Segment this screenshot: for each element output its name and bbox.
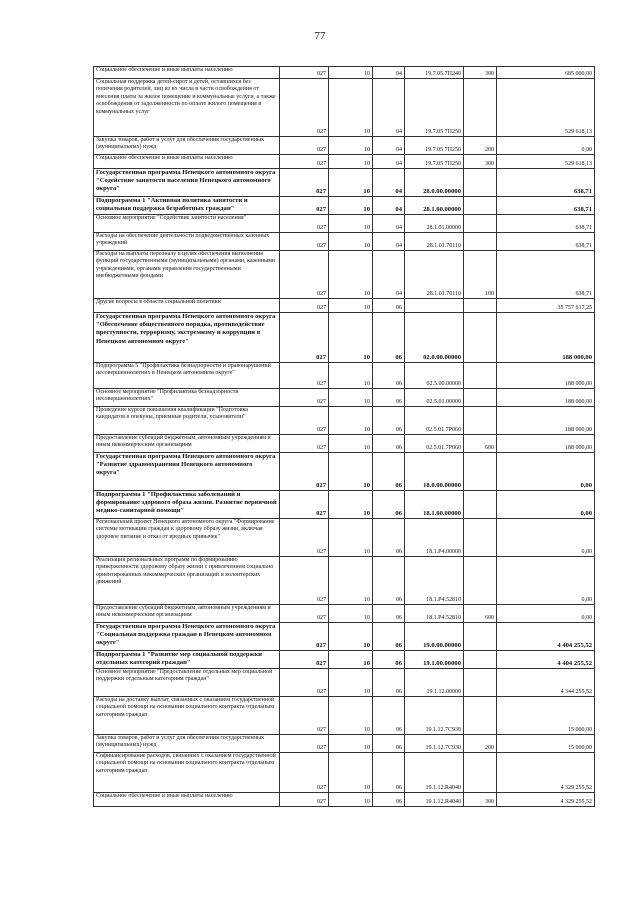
table-row: [94, 389, 595, 407]
amount: 638,71: [497, 169, 595, 197]
expense-type-code: [464, 557, 497, 605]
table-row: [94, 407, 595, 435]
row-name: Предоставление субсидий бюджетным, автономным учреждениям и иным некоммерческим организациям: [94, 435, 280, 453]
row-name: Региональный проект Ненецкого автономного округа "Формирование системы мотивации граждан к здоровому образу жизни, включая здоровое питание и отказ от вредных привычек": [94, 519, 280, 557]
amount: 638,71: [497, 197, 595, 215]
row-name: Подпрограмма 1 "Профилактика заболеваний и формирование здорового образа жизни. Развитие первичной медико-санитарной помощи": [94, 491, 280, 519]
amount: 0,00: [497, 137, 595, 155]
section-code: 10: [329, 793, 373, 807]
page-number: 77: [314, 30, 326, 42]
table-row: [94, 137, 595, 155]
section-code: 10: [329, 363, 373, 389]
table-row: [94, 67, 595, 79]
article-code: 02.5.01.7Р060: [405, 407, 464, 435]
row-name: Софинансирование расходов, связанных с оказанием государственной социальной помощи на основании социального контракта отдельным категориям граждан: [94, 753, 280, 793]
section-code: 10: [329, 669, 373, 697]
ministry-code: 027: [280, 137, 329, 155]
ministry-code: 027: [280, 697, 329, 735]
article-code: 18.1.Р4.00000: [405, 519, 464, 557]
row-name: Реализация региональных программ по формированию приверженности здоровому образу жизни с привлечением социально ориентированных некоммерческих организаций и волонтерских движений: [94, 557, 280, 605]
row-name: Проведение курсов повышения квалификации "Подготовка кандидатов в опекуны, приемные родители, усыновители": [94, 407, 280, 435]
section-code: 10: [329, 519, 373, 557]
subsection-code: 06: [373, 453, 405, 491]
amount: 529 618,13: [497, 79, 595, 137]
expense-type-code: [464, 753, 497, 793]
expense-type-code: [464, 407, 497, 435]
section-code: 10: [329, 67, 373, 79]
ministry-code: 027: [280, 407, 329, 435]
article-code: 28.1.00.00000: [405, 197, 464, 215]
ministry-code: 027: [280, 197, 329, 215]
amount: 188 000,00: [497, 389, 595, 407]
amount: 15 000,00: [497, 697, 595, 735]
amount: 4 329 255,52: [497, 753, 595, 793]
section-code: 10: [329, 299, 373, 313]
amount: 4 344 255,52: [497, 669, 595, 697]
table-row: [94, 557, 595, 605]
expense-type-code: [464, 169, 497, 197]
expense-type-code: 600: [464, 605, 497, 623]
section-code: 10: [329, 605, 373, 623]
row-name: Другие вопросы в области социальной политики: [94, 299, 280, 313]
row-name: Социальное обеспечение и иные выплаты населению: [94, 155, 280, 169]
section-code: 10: [329, 651, 373, 669]
section-code: 10: [329, 215, 373, 233]
subsection-code: 06: [373, 651, 405, 669]
table-row: [94, 313, 595, 363]
table-row: [94, 79, 595, 137]
expense-type-code: 300: [464, 67, 497, 79]
table-row: [94, 697, 595, 735]
amount: 0,00: [497, 491, 595, 519]
ministry-code: 027: [280, 793, 329, 807]
article-code: 19.0.00.00000: [405, 623, 464, 651]
table-row: [94, 793, 595, 807]
subsection-code: 04: [373, 137, 405, 155]
amount: 0,00: [497, 605, 595, 623]
subsection-code: 06: [373, 389, 405, 407]
table-row: [94, 735, 595, 753]
ministry-code: 027: [280, 215, 329, 233]
subsection-code: 04: [373, 251, 405, 299]
article-code: 19.1.12.7С930: [405, 697, 464, 735]
row-name: Социальное обеспечение и иные выплаты населению: [94, 67, 280, 79]
row-name: Расходы на обеспечение деятельности подведомственных казенных учреждений: [94, 233, 280, 251]
subsection-code: 06: [373, 363, 405, 389]
row-name: Закупка товаров, работ и услуг для обеспечения государственных (муниципальных) нужд: [94, 137, 280, 155]
expense-type-code: 300: [464, 793, 497, 807]
section-code: 10: [329, 169, 373, 197]
table-row: [94, 169, 595, 197]
table-row: [94, 519, 595, 557]
amount: 188 000,00: [497, 363, 595, 389]
article-code: 19.7.05.7П240: [405, 67, 464, 79]
amount: 188 000,00: [497, 435, 595, 453]
table-row: [94, 299, 595, 313]
subsection-code: 04: [373, 79, 405, 137]
ministry-code: 027: [280, 67, 329, 79]
section-code: 10: [329, 753, 373, 793]
row-name: Подпрограмма 1 "Активная политика занятости и социальная поддержка безработных граждан": [94, 197, 280, 215]
subsection-code: 04: [373, 67, 405, 79]
amount: 4 404 255,52: [497, 623, 595, 651]
amount: 4 404 255,52: [497, 651, 595, 669]
ministry-code: 027: [280, 435, 329, 453]
expense-type-code: [464, 233, 497, 251]
amount: 188 000,00: [497, 313, 595, 363]
article-code: 19.1.00.00000: [405, 651, 464, 669]
expense-type-code: [464, 623, 497, 651]
subsection-code: 06: [373, 313, 405, 363]
table-row: [94, 155, 595, 169]
subsection-code: 04: [373, 215, 405, 233]
expense-type-code: [464, 697, 497, 735]
expense-type-code: [464, 299, 497, 313]
row-name: Подпрограмма 5 "Профилактика безнадзорности и правонарушений несовершеннолетних в Ненецком автономном округе": [94, 363, 280, 389]
ministry-code: 027: [280, 651, 329, 669]
ministry-code: 027: [280, 79, 329, 137]
article-code: 02.5.00.00000: [405, 363, 464, 389]
expense-type-code: [464, 651, 497, 669]
row-name: Социальная поддержка детей-сирот и детей, оставшихся без попечения родителей, лиц из их числа в части освобождения от внесения платы за жилое помещение и коммунальные услуги, а также освобождения от задолженности по оплате жилого помещения и коммунальных услуг: [94, 79, 280, 137]
article-code: 02.0.00.00000: [405, 313, 464, 363]
subsection-code: 04: [373, 197, 405, 215]
section-code: 10: [329, 251, 373, 299]
amount: 0,00: [497, 519, 595, 557]
table-row: [94, 233, 595, 251]
article-code: 18.1.Р4.52810: [405, 557, 464, 605]
section-code: 10: [329, 407, 373, 435]
section-code: 10: [329, 491, 373, 519]
ministry-code: 027: [280, 623, 329, 651]
article-code: 28.1.01.70110: [405, 251, 464, 299]
ministry-code: 027: [280, 669, 329, 697]
ministry-code: 027: [280, 753, 329, 793]
table-row: [94, 651, 595, 669]
article-code: 28.0.00.00000: [405, 169, 464, 197]
section-code: 10: [329, 79, 373, 137]
table-row: [94, 251, 595, 299]
table-row: [94, 491, 595, 519]
subsection-code: 06: [373, 697, 405, 735]
row-name: Закупка товаров, работ и услуг для обеспечения государственных (муниципальных) нужд: [94, 735, 280, 753]
row-name: Социальное обеспечение и иные выплаты населению: [94, 793, 280, 807]
amount: 188 000,00: [497, 407, 595, 435]
section-code: 10: [329, 453, 373, 491]
ministry-code: 027: [280, 313, 329, 363]
section-code: 10: [329, 623, 373, 651]
table-row: [94, 435, 595, 453]
amount: 4 329 255,52: [497, 793, 595, 807]
table-row: [94, 197, 595, 215]
expense-type-code: [464, 215, 497, 233]
ministry-code: 027: [280, 233, 329, 251]
row-name: Расходы на выплаты персоналу в целях обеспечения выполнения функций государственными (муниципальными) органами, казенными учреждениями, органами управления государственными внебюджетными фондами: [94, 251, 280, 299]
expense-type-code: [464, 363, 497, 389]
ministry-code: 027: [280, 169, 329, 197]
amount: 638,71: [497, 215, 595, 233]
table-row: [94, 669, 595, 697]
subsection-code: 06: [373, 623, 405, 651]
subsection-code: 06: [373, 793, 405, 807]
section-code: 10: [329, 389, 373, 407]
article-code: 19.7.05.7П250: [405, 137, 464, 155]
article-code: 19.1.12.7С930: [405, 735, 464, 753]
article-code: 18.1.00.00000: [405, 491, 464, 519]
row-name: Подпрограмма 1 "Развитие мер социальной поддержки отдельных категорий граждан": [94, 651, 280, 669]
subsection-code: 06: [373, 735, 405, 753]
amount: 0,00: [497, 557, 595, 605]
expense-type-code: 200: [464, 735, 497, 753]
table-row: [94, 753, 595, 793]
article-code: 19.1.12.R4040: [405, 793, 464, 807]
expense-type-code: [464, 519, 497, 557]
article-code: 28.1.01.00000: [405, 215, 464, 233]
table-row: [94, 215, 595, 233]
subsection-code: 06: [373, 407, 405, 435]
row-name: Государственная программа Ненецкого автономного округа "Содействие занятости населения Ненецкого автономного округа": [94, 169, 280, 197]
table-row: [94, 453, 595, 491]
row-name: Расходы на доставку выплат, связанных с оказанием государственной социальной помощи на основании социального контракта отдельным категориям граждан: [94, 697, 280, 735]
ministry-code: 027: [280, 735, 329, 753]
row-name: Основное мероприятие "Предоставление отдельных мер социальной поддержки отдельным категориям граждан": [94, 669, 280, 697]
amount: 35 757 617,25: [497, 299, 595, 313]
article-code: 19.7.05.7П250: [405, 155, 464, 169]
expense-type-code: 300: [464, 155, 497, 169]
subsection-code: 06: [373, 491, 405, 519]
ministry-code: 027: [280, 491, 329, 519]
table-row: [94, 605, 595, 623]
expense-type-code: [464, 389, 497, 407]
amount: 638,71: [497, 233, 595, 251]
section-code: 10: [329, 735, 373, 753]
section-code: 10: [329, 197, 373, 215]
section-code: 10: [329, 557, 373, 605]
expense-type-code: 100: [464, 251, 497, 299]
section-code: 10: [329, 435, 373, 453]
subsection-code: 06: [373, 753, 405, 793]
article-code: 19.7.05.7П250: [405, 79, 464, 137]
section-code: 10: [329, 697, 373, 735]
subsection-code: 06: [373, 669, 405, 697]
ministry-code: 027: [280, 389, 329, 407]
row-name: Основное мероприятие "Профилактика безнадзорности несовершеннолетних": [94, 389, 280, 407]
expense-type-code: [464, 453, 497, 491]
row-name: Государственная программа Ненецкого автономного округа "Обеспечение общественного порядка, противодействие преступности, терроризму, экстремизму и коррупции в Ненецком автономном округе": [94, 313, 280, 363]
subsection-code: 06: [373, 435, 405, 453]
amount: 0,00: [497, 453, 595, 491]
article-code: 18.0.00.00000: [405, 453, 464, 491]
article-code: 28.1.01.70110: [405, 233, 464, 251]
subsection-code: 04: [373, 155, 405, 169]
expense-type-code: [464, 79, 497, 137]
article-code: 19.1.12.00000: [405, 669, 464, 697]
article-code: 19.1.12.R4040: [405, 753, 464, 793]
row-name: Государственная программа Ненецкого автономного округа "Развитие здравоохранения Ненецкого автономного округа": [94, 453, 280, 491]
amount: 685 000,00: [497, 67, 595, 79]
row-name: Основное мероприятие "Содействие занятости населения": [94, 215, 280, 233]
ministry-code: 027: [280, 155, 329, 169]
row-name: Государственная программа Ненецкого автономного округа "Социальная поддержка граждан в Ненецком автономном округе": [94, 623, 280, 651]
expense-type-code: 200: [464, 137, 497, 155]
expense-type-code: [464, 197, 497, 215]
table-row: [94, 623, 595, 651]
ministry-code: 027: [280, 299, 329, 313]
amount: 529 618,13: [497, 155, 595, 169]
table-row: [94, 363, 595, 389]
section-code: 10: [329, 155, 373, 169]
amount: 638,71: [497, 251, 595, 299]
budget-table-body: [94, 67, 595, 807]
ministry-code: 027: [280, 557, 329, 605]
ministry-code: 027: [280, 519, 329, 557]
ministry-code: 027: [280, 605, 329, 623]
expense-type-code: [464, 491, 497, 519]
subsection-code: 04: [373, 233, 405, 251]
ministry-code: 027: [280, 251, 329, 299]
subsection-code: 06: [373, 557, 405, 605]
article-code: 02.5.01.00000: [405, 389, 464, 407]
amount: 15 000,00: [497, 735, 595, 753]
section-code: 10: [329, 233, 373, 251]
article-code: 02.5.01.7Р060: [405, 435, 464, 453]
section-code: 10: [329, 137, 373, 155]
expense-type-code: 600: [464, 435, 497, 453]
article-code: [405, 299, 464, 313]
subsection-code: 06: [373, 299, 405, 313]
article-code: 18.1.Р4.52810: [405, 605, 464, 623]
subsection-code: 04: [373, 169, 405, 197]
subsection-code: 06: [373, 519, 405, 557]
expense-type-code: [464, 313, 497, 363]
subsection-code: 06: [373, 605, 405, 623]
ministry-code: 027: [280, 453, 329, 491]
budget-table: [93, 66, 595, 807]
row-name: Предоставление субсидий бюджетным, автономным учреждениям и иным некоммерческим организациям: [94, 605, 280, 623]
expense-type-code: [464, 669, 497, 697]
section-code: 10: [329, 313, 373, 363]
ministry-code: 027: [280, 363, 329, 389]
